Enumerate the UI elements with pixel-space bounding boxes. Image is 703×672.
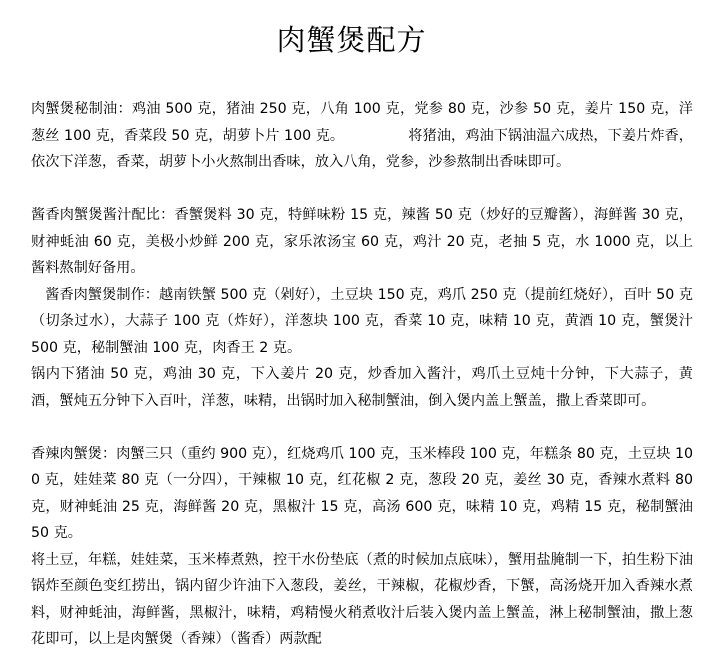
paragraph-spicy-steps: 将土豆，年糕，娃娃菜，玉米棒煮熟，控干水份垫底（煮的时候加点底味），蟹用盐腌制一下，拍生粉下油锅炸至颜色变红捞出，锅内留少许油下入葱段，姜丝，干辣椒，花椒炒香，下蟹，高汤烧开加入香辣水煮料，财神蚝油，海鲜酱，黑椒汁，味精，鸡精慢火稍煮收汁后装入煲内盖上蟹盖，淋上秘制蟹油，撒上葱花即可，以上是肉蟹煲（香辣）（酱香）两款配 <box>31 551 693 647</box>
paragraph-spicy-ingredients: 香辣肉蟹煲：肉蟹三只（重约 900 克），红烧鸡爪 100 克，玉米棒段 100 克，年糕条 80 克，土豆块 100 克，娃娃菜 80 克（一分四），干辣椒 10 克，红花椒 2 克，葱段 20 克，姜丝 30 克，香辣水煮料 80 克，财神蚝油 25 克，海鲜酱 20 克，黑椒汁 15 克，高汤 600 克，味精 10 克，鸡精 15 克，秘制蟹油 50 克。 <box>31 445 693 541</box>
document-title: 肉蟹煲配方 <box>276 23 427 57</box>
document-body <box>31 96 693 653</box>
paragraph-jiang-xiang-ingredients: 酱香肉蟹煲制作：越南铁蟹 500 克（剁好），土豆块 150 克，鸡爪 250 克（提前红烧好），百叶 50 克（切条过水），大蒜子 100 克（炸好），洋葱块 100 克，香菜 10 克，味精 10 克，黄酒 10 克，蟹煲汁 500 克，秘制蟹油 100 克，肉香王 2 克。 <box>31 286 693 356</box>
paragraph-secret-oil: 肉蟹煲秘制油：鸡油 500 克，猪油 250 克，八角 100 克，党参 80 克，沙参 50 克，姜片 150 克，洋葱丝 100 克，香菜段 50 克，胡萝卜片 100 克。 将猪油，鸡油下锅油温六成热，下姜片炸香，依次下洋葱，香菜，胡萝卜小火熬制出香味，放入八角，党参，沙参熬制出香味即可。 <box>31 101 693 170</box>
paragraph-jiang-xiang-steps: 锅内下猪油 50 克，鸡油 30 克，下入姜片 20 克，炒香加入酱汁，鸡爪土豆炖十分钟，下大蒜子，黄酒，蟹炖五分钟下入百叶，洋葱，味精，出锅时加入秘制蟹油，倒入煲内盖上蟹盖，撒上香菜即可。 <box>31 366 693 409</box>
paragraph-sauce: 酱香肉蟹煲酱汁配比：香蟹煲料 30 克，特鲜味粉 15 克，辣酱 50 克（炒好的豆瓣酱），海鲜酱 30 克，财神蚝油 60 克，美极小炒鲜 200 克，家乐浓汤宝 60 克，鸡汁 20 克，老抽 5 克，水 1000 克，以上酱料熬制好备用。 <box>31 207 693 276</box>
paragraph-spacer <box>31 414 693 441</box>
paragraph-spacer <box>31 176 693 203</box>
